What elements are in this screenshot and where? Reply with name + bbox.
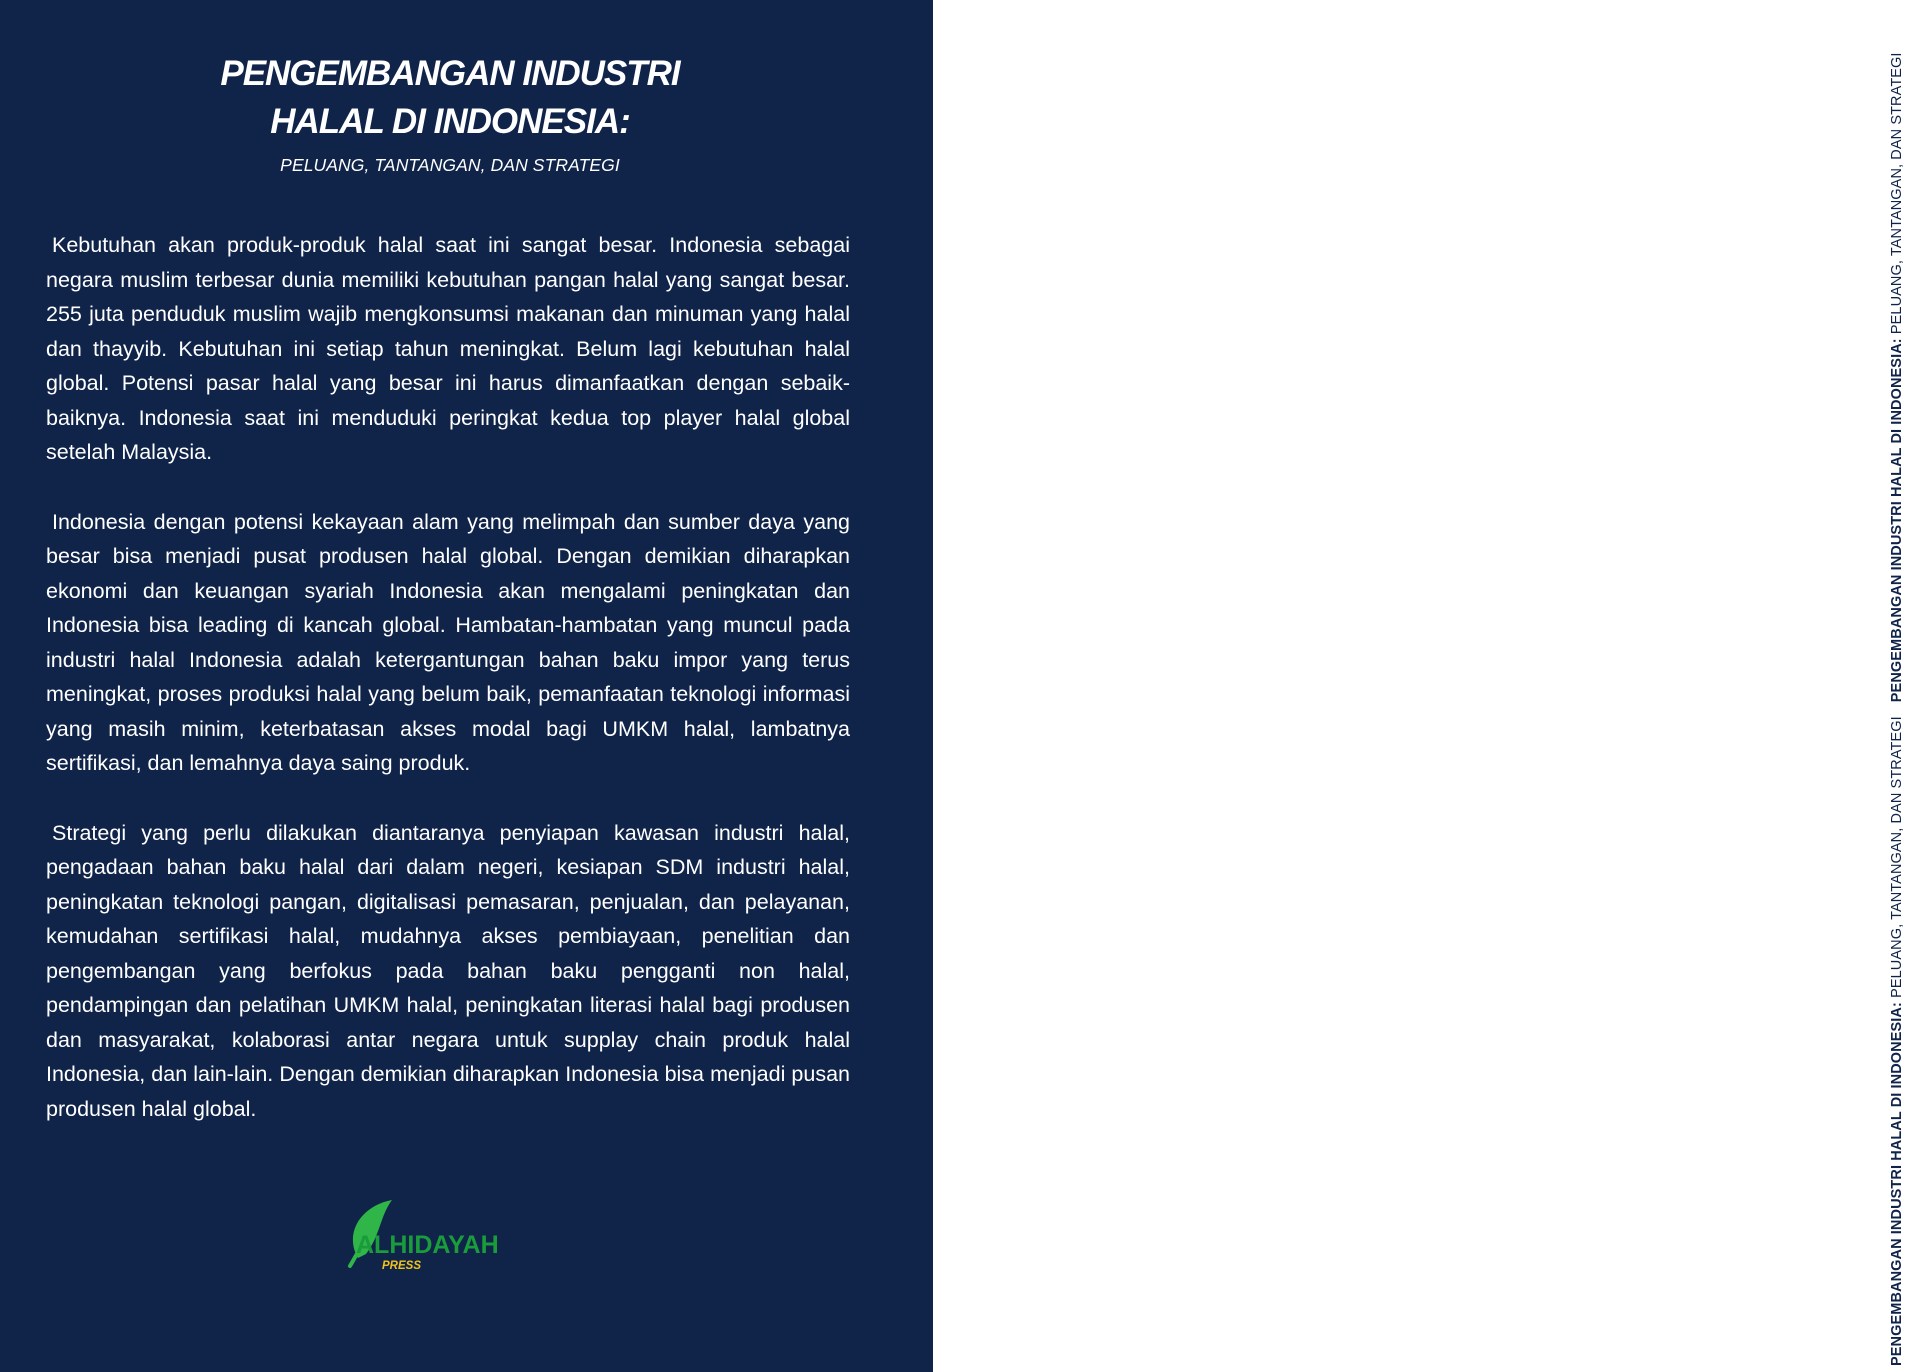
synopsis [46, 228, 850, 1161]
publisher-logo [340, 1196, 540, 1274]
title-line-1: PENGEMBANGAN INDUSTRI [220, 54, 680, 93]
synopsis-paragraph-2: Indonesia dengan potensi kekayaan alam yang melimpah dan sumber daya yang besar bisa menjadi pusat produsen halal global. Dengan demikian diharapkan ekonomi dan keuangan syariah Indonesia akan mengalami peningkatan dan Indonesia bisa leading di kancah global. Hambatan-hambatan yang muncul pada industri halal Indonesia adalah ketergantungan bahan baku impor yang terus meningkat, proses produksi halal yang belum baik, pemanfaatan teknologi informasi yang masih minim, keterbatasan akses modal bagi UMKM halal, lambatnya sertifikasi, dan lemahnya daya saing produk. [46, 509, 850, 775]
logo-sub: PRESS [382, 1260, 421, 1272]
title-line-2: HALAL DI INDONESIA: [270, 102, 630, 141]
spine-title-repeat: PENGEMBANGAN INDUSTRI HALAL DI INDONESIA: [1889, 338, 1905, 703]
synopsis-paragraph-1: Kebutuhan akan produk-produk halal saat ini sangat besar. Indonesia sebagai negara muslim terbesar dunia memiliki kebutuhan pangan halal yang sangat besar. 255 juta penduduk muslim wajib mengkonsumsi makanan dan minuman yang halal dan thayyib. Kebutuhan ini setiap tahun meningkat. Belum lagi kebutuhan halal global. Potensi pasar halal yang besar ini harus dimanfaatkan dengan sebaik-baiknya. Indonesia saat ini menduduki peringkat kedua top player halal global setelah Malaysia. [46, 233, 850, 464]
spine-text [1883, 6, 1911, 1366]
subtitle: PELUANG, TANTANGAN, DAN STRATEGI [280, 155, 620, 175]
spine-subtitle: PELUANG, TANTANGAN, DAN STRATEGI [1889, 716, 1905, 998]
spine-subtitle-repeat: PELUANG, TANTANGAN, DAN STRATEGI [1889, 52, 1905, 335]
book-spine [933, 0, 1905, 1372]
logo-name: ALHIDAYAH [356, 1231, 499, 1259]
title-block [40, 50, 860, 178]
back-cover-panel [0, 0, 933, 1372]
spine-title: PENGEMBANGAN INDUSTRI HALAL DI INDONESIA: [1889, 1002, 1905, 1366]
synopsis-paragraph-3: Strategi yang perlu dilakukan diantaranya penyiapan kawasan industri halal, pengadaan bahan baku halal dari dalam negeri, kesiapan SDM industri halal, peningkatan teknologi pangan, digitalisasi pemasaran, penjualan, dan pelayanan, kemudahan sertifikasi halal, mudahnya akses pembiayaan, penelitian dan pengembangan yang berfokus pada bahan baku pengganti non halal, pendampingan dan pelatihan UMKM halal, peningkatan literasi halal bagi produsen dan masyarakat, kolaborasi antar negara untuk supplay chain produk halal Indonesia, dan lain-lain. Dengan demikian diharapkan Indonesia bisa menjadi pusan produsen halal global. [46, 820, 850, 1121]
